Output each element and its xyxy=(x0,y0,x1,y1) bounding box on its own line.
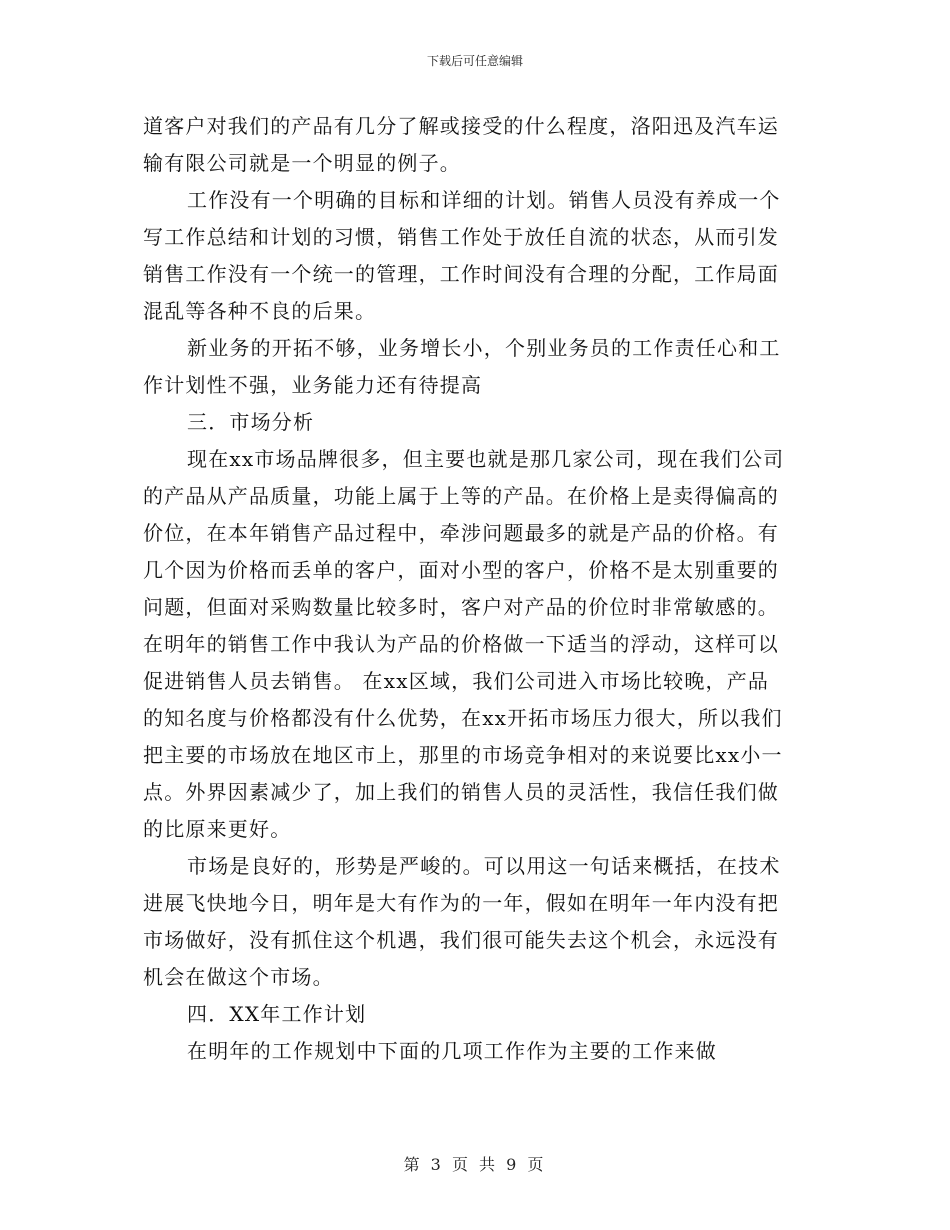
text-line: 输有限公司就是一个明显的例子。 xyxy=(143,151,461,175)
document-body xyxy=(143,108,808,1070)
text-line: 的产品从产品质量，功能上属于上等的产品。在价格上是卖得偏高的 xyxy=(143,484,779,508)
text-line: 新业务的开拓不够，业务增长小，个别业务员的工作责任心和工 xyxy=(187,336,781,360)
text-line: 几个因为价格而丢单的客户，面对小型的客户，价格不是太别重要的 xyxy=(143,558,779,582)
text-line: 在明年的销售工作中我认为产品的价格做一下适当的浮动，这样可以 xyxy=(143,632,779,656)
text-line: 促进销售人员去销售。 在xx区域，我们公司进入市场比较晚，产品 xyxy=(143,669,770,693)
text-line: 市场是良好的，形势是严峻的。可以用这一句话来概括，在技术 xyxy=(187,854,781,878)
text-line: 销售工作没有一个统一的管理，工作时间没有合理的分配，工作局面 xyxy=(143,262,779,286)
text-line: 在明年的工作规划中下面的几项工作作为主要的工作来做 xyxy=(187,1039,717,1063)
section-heading: 四．XX年工作计划 xyxy=(187,1002,367,1026)
page-number: 第 3 页 共 9 页 xyxy=(403,1155,547,1174)
text-line: 现在xx市场品牌很多，但主要也就是那几家公司，现在我们公司 xyxy=(187,447,785,471)
text-line: 价位，在本年销售产品过程中，牵涉问题最多的就是产品的价格。有 xyxy=(143,521,779,545)
text-line: 市场做好，没有抓住这个机遇，我们很可能失去这个机会，永远没有 xyxy=(143,928,779,952)
text-line: 把主要的市场放在地区市上，那里的市场竞争相对的来说要比xx小一 xyxy=(143,743,783,767)
text-line: 作计划性不强，业务能力还有待提高 xyxy=(143,373,483,397)
text-line: 的知名度与价格都没有什么优势，在xx开拓市场压力很大，所以我们 xyxy=(143,706,783,730)
text-line: 混乱等各种不良的后果。 xyxy=(143,299,377,323)
page-header: 下载后可任意编辑 xyxy=(426,54,523,68)
text-line: 工作没有一个明确的目标和详细的计划。销售人员没有养成一个 xyxy=(187,188,781,212)
text-line: 机会在做这个市场。 xyxy=(143,965,334,989)
text-line: 写工作总结和计划的习惯，销售工作处于放任自流的状态，从而引发 xyxy=(143,225,779,249)
section-heading: 三．市场分析 xyxy=(187,410,315,434)
text-line: 进展飞快地今日，明年是大有作为的一年，假如在明年一年内没有把 xyxy=(143,891,779,915)
text-line: 道客户对我们的产品有几分了解或接受的什么程度，洛阳迅及汽车运 xyxy=(143,114,779,138)
text-line: 点。外界因素减少了，加上我们的销售人员的灵活性，我信任我们做 xyxy=(143,780,779,804)
text-line: 的比原来更好。 xyxy=(143,817,292,841)
text-line: 问题，但面对采购数量比较多时，客户对产品的价位时非常敏感的。 xyxy=(143,595,779,619)
